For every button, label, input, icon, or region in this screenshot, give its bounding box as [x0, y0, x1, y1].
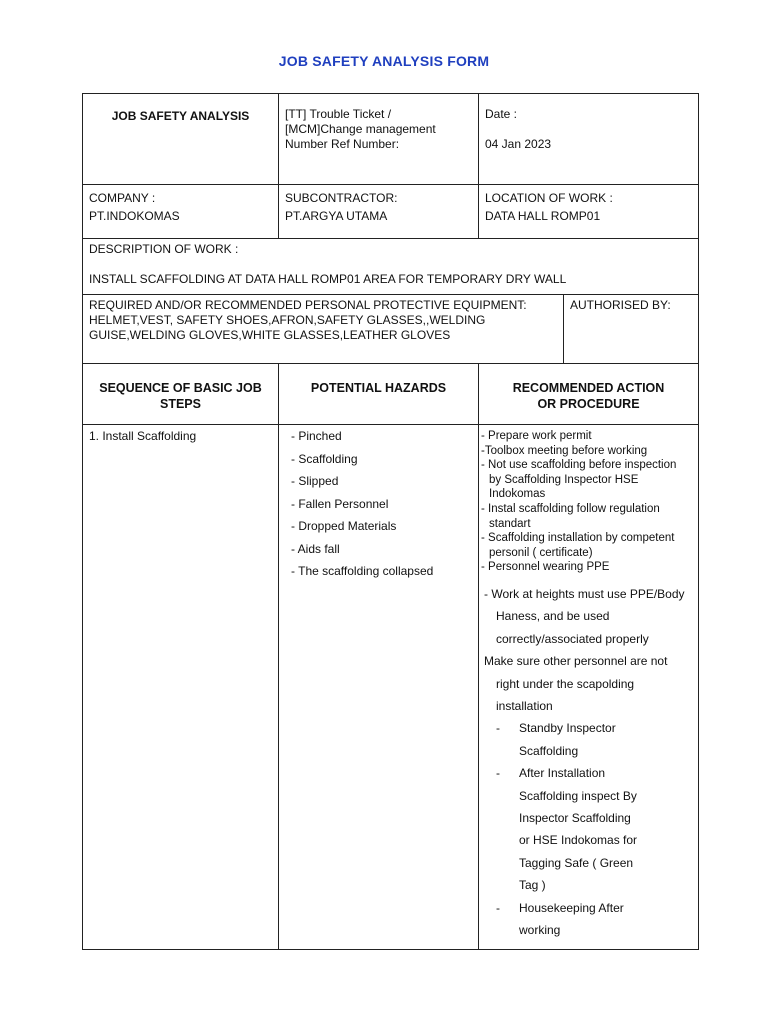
action-item: Indokomas: [489, 488, 546, 501]
ticket-line: Number Ref Number:: [285, 137, 400, 151]
procedure-subitem-text: Tagging Safe ( Green: [519, 855, 634, 870]
procedure-subitem: [484, 919, 696, 941]
company-label: COMPANY :: [89, 191, 156, 205]
subcontractor-value: PT.ARGYA UTAMA: [285, 209, 388, 223]
action-item: standart: [489, 517, 531, 530]
procedure-subitem-text: Housekeeping After: [519, 900, 624, 915]
procedure-line: Haness, and be used: [496, 609, 610, 624]
ppe-cell: [82, 294, 564, 364]
procedure-block: [481, 583, 696, 942]
step-text: 1. Install Scaffolding: [89, 429, 197, 443]
hazard-item: - Dropped Materials: [291, 519, 397, 533]
authorised-cell: [563, 294, 699, 364]
procedure-subitem: [484, 829, 696, 851]
jsa-label: JOB SAFETY ANALYSIS: [111, 109, 250, 123]
hazard-item: - Scaffolding: [291, 451, 358, 466]
location-value: DATA HALL ROMP01: [485, 209, 601, 223]
procedure-line: right under the scapolding: [496, 676, 635, 691]
action-item: - Scaffolding installation by competent: [481, 532, 675, 545]
jsa-label-cell: [82, 93, 279, 185]
ticket-line: [TT] Trouble Ticket /: [285, 107, 392, 121]
dash-bullet: -: [496, 766, 500, 781]
actions-cell: [478, 424, 699, 950]
date-cell: [478, 93, 699, 185]
procedure-subitem: [484, 762, 696, 784]
action-item: - Prepare work permit: [481, 430, 592, 442]
dash-bullet: -: [496, 721, 500, 736]
procedure-line: - Work at heights must use PPE/Body: [484, 586, 685, 601]
procedure-subitem-text: Standby Inspector: [519, 721, 616, 736]
hazard-item: - Slipped: [291, 474, 339, 488]
company-cell: [82, 184, 279, 239]
ticket-line: [MCM]Change management: [285, 122, 436, 136]
description-cell: [82, 238, 699, 295]
hazard-item: - Aids fall: [291, 541, 340, 556]
hazard-item: - Pinched: [291, 429, 342, 443]
form-title: JOB SAFETY ANALYSIS FORM: [278, 53, 490, 69]
company-value: PT.INDOKOMAS: [89, 209, 180, 223]
authorised-label: AUTHORISED BY:: [570, 298, 671, 312]
procedure-subitem: [484, 785, 696, 807]
hazards-cell: [278, 424, 479, 950]
action-item: -Toolbox meeting before working: [481, 444, 648, 457]
procedure-subitem-text: After Installation: [519, 766, 606, 781]
procedure-subitem-text: Inspector Scaffolding: [519, 811, 631, 825]
step-cell: [82, 424, 279, 950]
jsa-form-table: [82, 93, 699, 950]
location-label: LOCATION OF WORK :: [485, 191, 613, 205]
description-value: INSTALL SCAFFOLDING AT DATA HALL ROMP01 AREA FOR TEMPORARY DRY WALL: [89, 272, 567, 286]
hazard-item: - Fallen Personnel: [291, 496, 389, 511]
column-header-text: SEQUENCE OF BASIC JOB: [99, 381, 262, 395]
column-header-text: STEPS: [160, 397, 201, 411]
action-item: by Scaffolding Inspector HSE: [489, 473, 639, 486]
procedure-subitem-text: Scaffolding inspect By: [519, 788, 637, 803]
procedure-subitem: [484, 807, 696, 829]
ppe-line: HELMET,VEST, SAFETY SHOES,AFRON,SAFETY GLASSES,,WELDING: [89, 313, 486, 327]
hazard-item: - The scaffolding collapsed: [291, 564, 434, 578]
procedure-subitem-text: Tag ): [519, 878, 546, 893]
column-header-actions: [478, 363, 699, 425]
date-label: Date :: [485, 107, 518, 121]
procedure-line: installation: [496, 698, 553, 713]
column-header-hazards: [278, 363, 479, 425]
date-value: 04 Jan 2023: [485, 137, 552, 151]
procedure-subitem-text: Scaffolding: [519, 743, 579, 758]
ppe-line: GUISE,WELDING GLOVES,WHITE GLASSES,LEATHER GLOVES: [89, 328, 451, 342]
action-item: personil ( certificate): [489, 546, 593, 559]
action-item: - Not use scaffolding before inspection: [481, 459, 677, 472]
ticket-cell: [278, 93, 479, 185]
column-header-text: POTENTIAL HAZARDS: [310, 381, 447, 395]
procedure-subitem: [484, 717, 696, 739]
subcontractor-label: SUBCONTRACTOR:: [285, 191, 398, 205]
procedure-subitem: [484, 852, 696, 874]
procedure-line: Make sure other personnel are not: [484, 654, 668, 669]
procedure-subitem-text: or HSE Indokomas for: [519, 833, 638, 848]
procedure-subitem: [484, 874, 696, 896]
description-label: DESCRIPTION OF WORK :: [89, 242, 239, 256]
ppe-line: REQUIRED AND/OR RECOMMENDED PERSONAL PROTECTIVE EQUIPMENT:: [89, 298, 527, 312]
location-cell: [478, 184, 699, 239]
column-header-steps: [82, 363, 279, 425]
dash-bullet: -: [496, 900, 500, 915]
action-item: - Instal scaffolding follow regulation: [481, 502, 660, 515]
procedure-subitem-text: working: [519, 923, 561, 938]
procedure-subitem: [484, 897, 696, 919]
action-item: - Personnel wearing PPE: [481, 561, 610, 574]
subcontractor-cell: [278, 184, 479, 239]
column-header-text: RECOMMENDED ACTION: [512, 381, 665, 395]
column-header-text: OR PROCEDURE: [537, 397, 640, 411]
procedure-line: correctly/associated properly: [496, 631, 649, 646]
procedure-subitem: [484, 740, 696, 762]
